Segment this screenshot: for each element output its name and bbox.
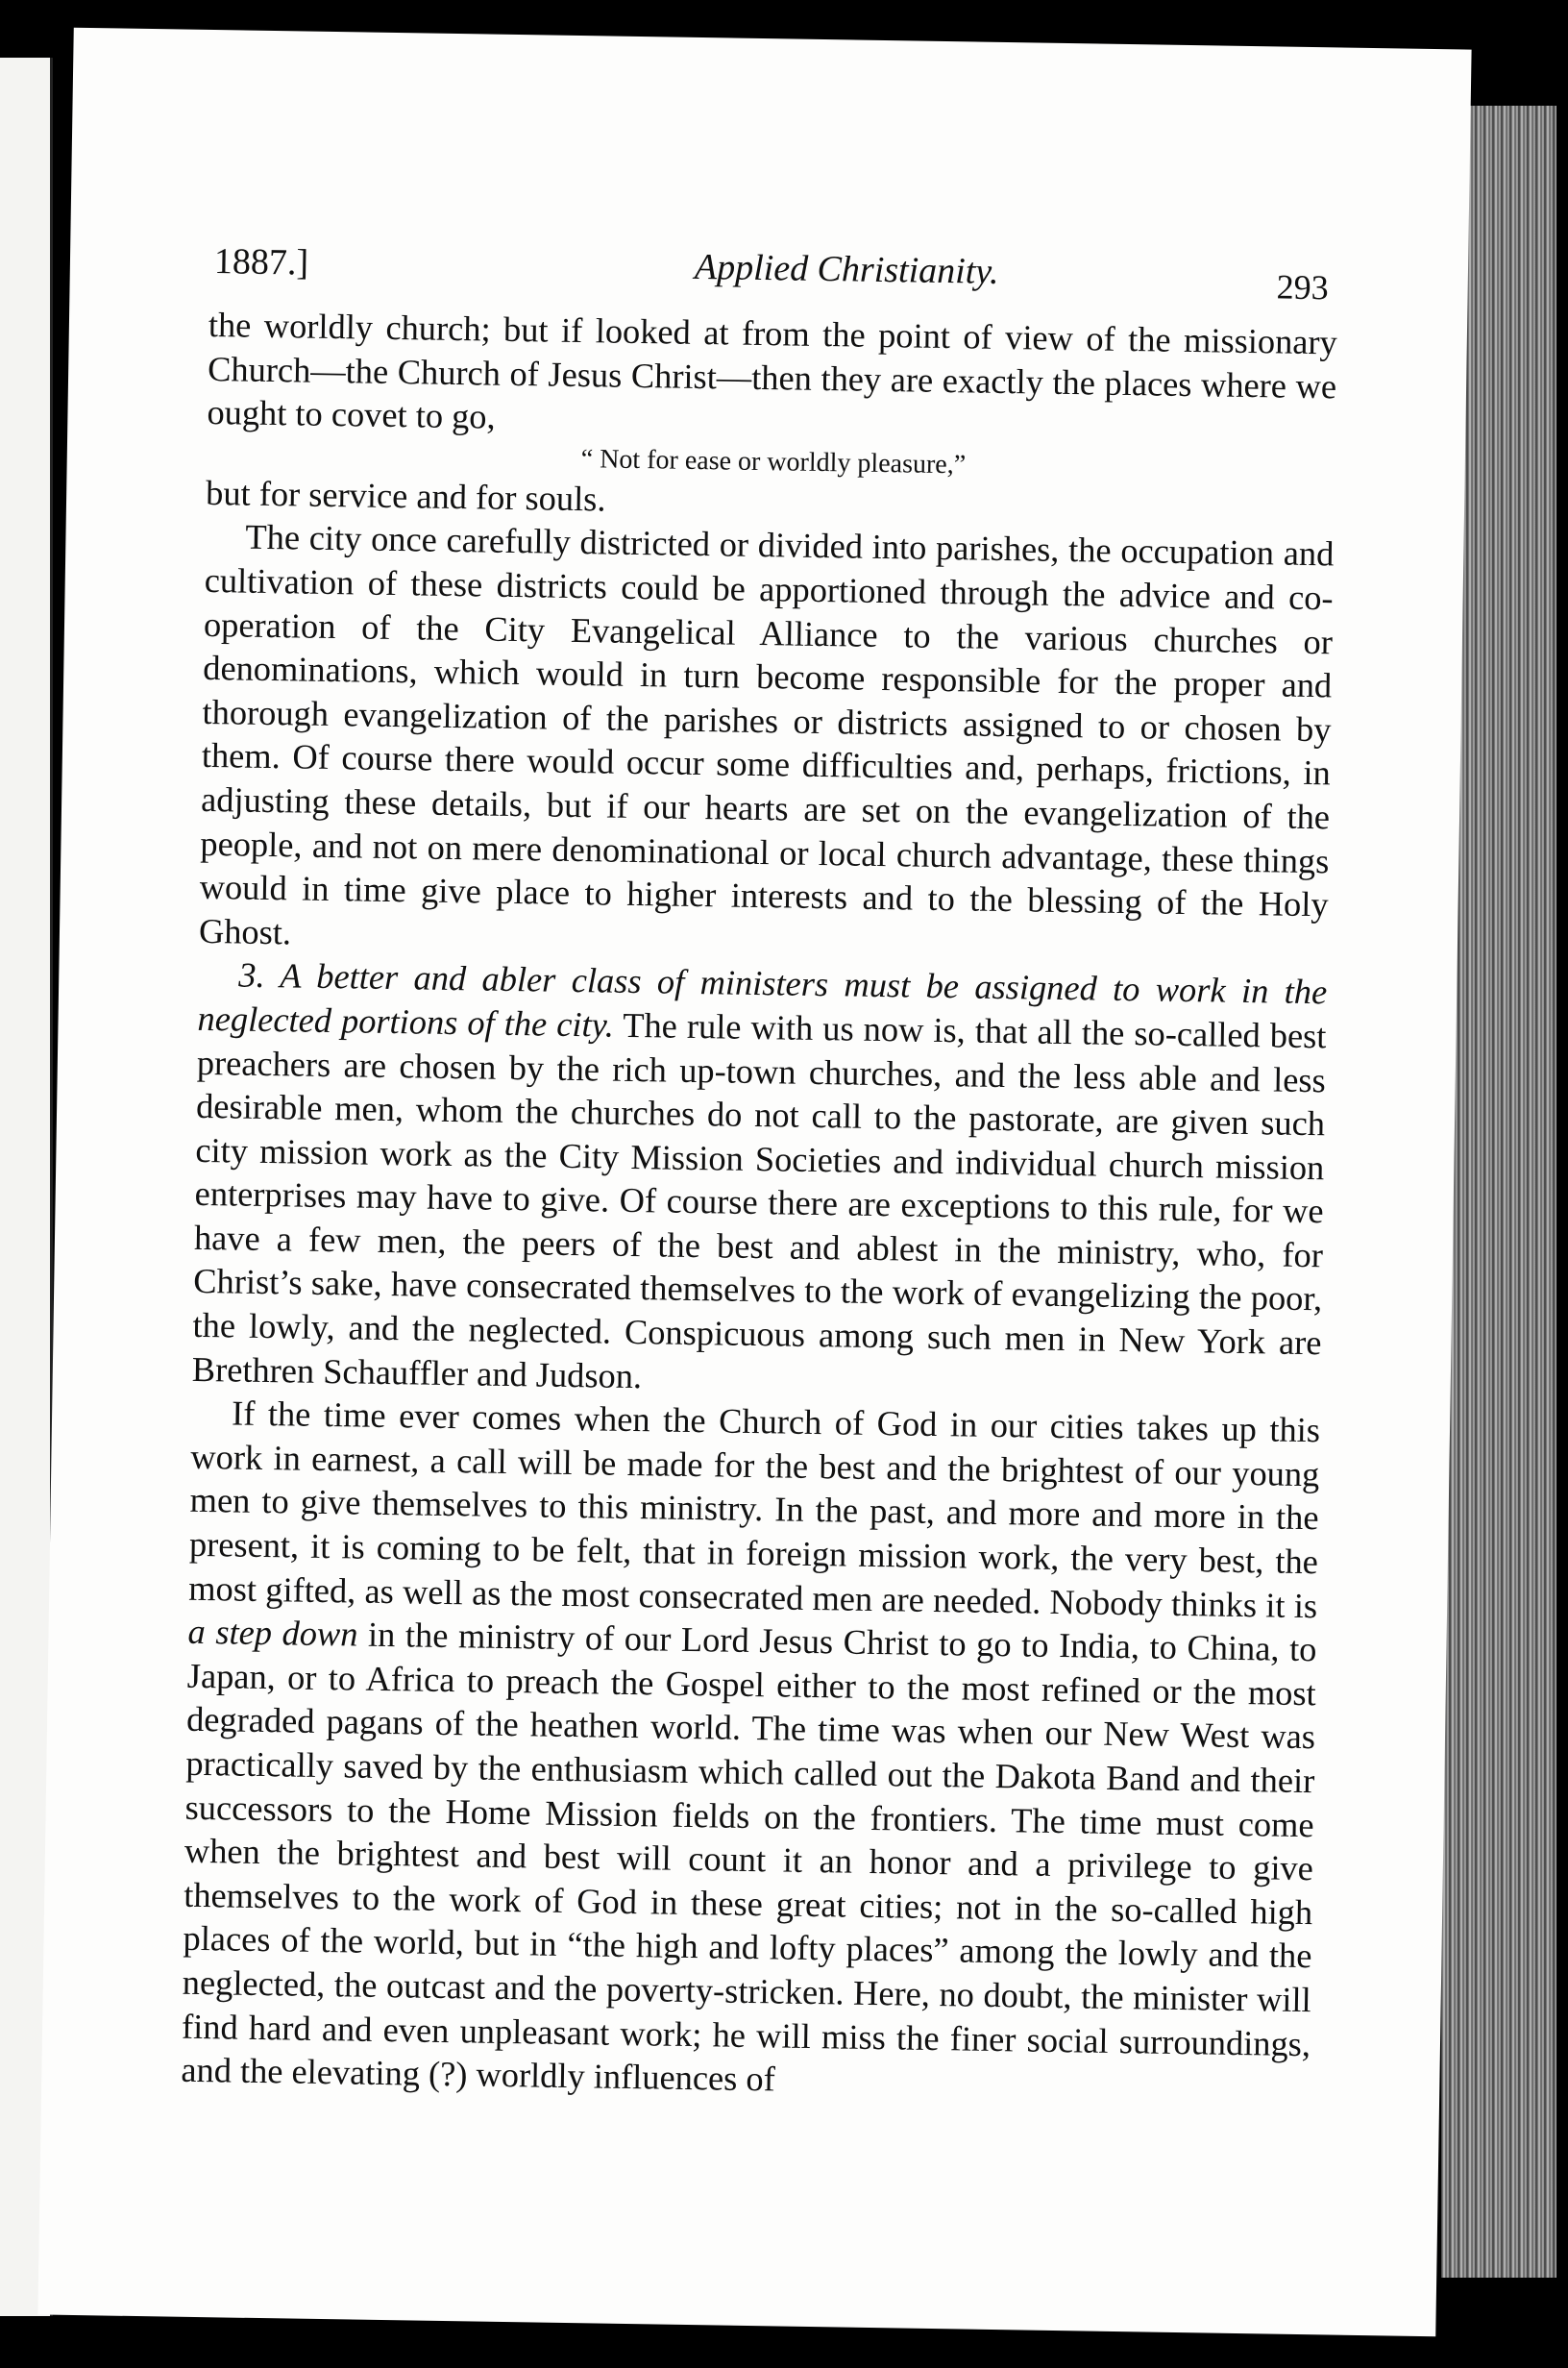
paragraph-text: in the ministry of our Lord Jesus Christ to go to India, to China, to Japan, or to Africa to preach the Gospel either to the most refined or the most degraded pagans of the heathen world. The time was when our New West was practically saved by the enthusiasm which called out the Dakota Band and their successors to the Home Mission fields on the frontiers. The time must come when the brightest and best will count it an honor and a privilege to give themselves to the work of God in these great cities; not in the so-called high places of the world, but in “the high and lofty places” among the lowly and the neglected, the outcast and the poverty-stricken. Here, no doubt, the minister will find hard and even unpleasant work; he will miss the finer social surroundings, and the elevating (?) worldly influences of xyxy=(181,1615,1317,2099)
section-lead-in: 3. A better and abler class of ministers must be assigned to work in the neglected portions of the city. xyxy=(197,955,1328,1045)
paragraph-continued: the worldly church; but if looked at from the point of view of the missionary Church—the Church of Jesus Christ—then they are exactly the places where we ought to covet to go, xyxy=(207,305,1338,436)
running-title: Applied Christianity. xyxy=(694,246,999,292)
paragraph-city-districts: The city once carefully districted or divided into parishes, the occupation and cultivation of these districts could be apportioned through the advice and co-operation of the City Evangelical Alliance to the various churches or denominations, which would in turn become responsible for the proper and thorough evangelization of the parishes or districts assigned to or chosen by them. Of course there would occur some difficulties and, perhaps, frictions, in adjusting these details, but if our hearts are set on the evangelization of the people, and not on mere denominational or local church advantage, these things would in time give place to higher interests and to the blessing of the Holy Ghost. xyxy=(198,517,1335,952)
running-header xyxy=(213,227,1330,308)
paragraph-call-to-ministry xyxy=(181,1392,1320,2110)
quoted-verse: “ Not for ease or worldly pleasure,” xyxy=(580,443,967,481)
book-page xyxy=(37,28,1471,2337)
paragraph-abler-ministers xyxy=(192,953,1328,1409)
paragraph-text: If the time ever comes when the Church of God in our cities takes up this work in earnest, a call will be made for the best and the brightest of our young men to give themselves to this ministry. In the past, and more and more in the present, it is coming to be felt, that in foreign mission work, the very best, the most gifted, as well as the most consecrated men are needed. Nobody thinks it is xyxy=(187,1394,1321,1625)
paragraph-text: The rule with us now is, that all the so-called best preachers are chosen by the rich up-town churches, and the less able and less desirable men, whom the churches do not call to the pastorate, are given such city mission work as the City Mission Societies and individual church mission enterprises may have to give. Of course there are exceptions to this rule, for we have a few men, the peers of the best and ablest in the ministry, who, for Christ’s sake, have consecrated themselves to the work of evangelizing the poor, the lowly, and the neglected. Conspicuous among such men in New York are Brethren Schauffler and Judson. xyxy=(191,1005,1327,1395)
header-year: 1887.] xyxy=(213,241,309,284)
emphasis-text: a step down xyxy=(187,1613,358,1654)
paragraph-end: but for service and for souls. xyxy=(205,473,606,519)
page-number: 293 xyxy=(1276,267,1330,308)
page-body xyxy=(181,304,1337,2110)
